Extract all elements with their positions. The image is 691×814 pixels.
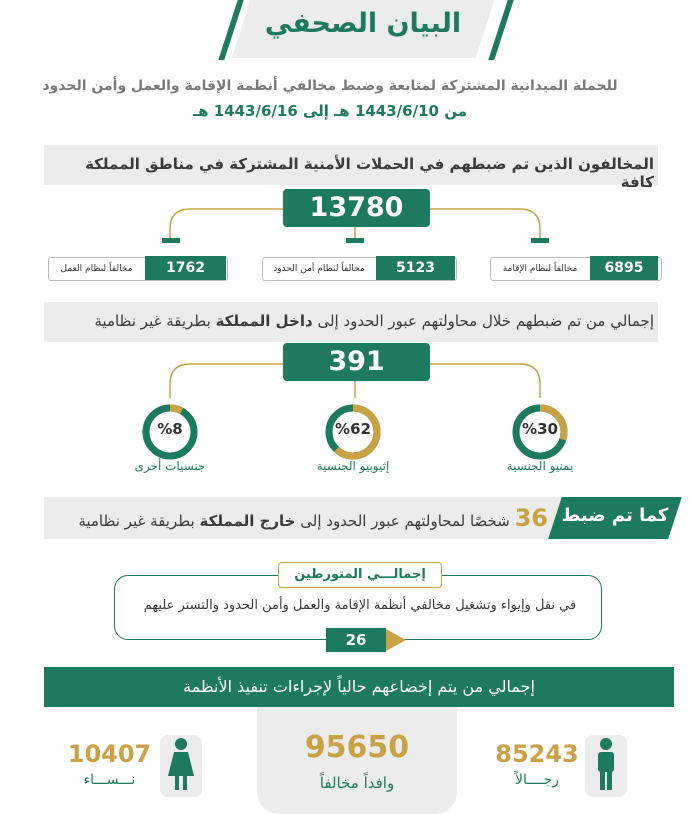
section2-heading-bold: داخل المملكة [215,312,313,330]
total-label: وافداً مخالفاً [319,774,395,792]
section1-total: 13780 [283,189,430,227]
section3-number: 36 [514,504,548,532]
section5-heading: إجمالي من يتم إخضاعهم حالياً لإجراءات تنفيذ الأنظمة [183,677,535,696]
donut-yemen-percent: %30 [522,420,558,438]
section3-text-suffix: بطريقة غير نظامية [78,512,195,530]
section2-heading-suffix: بطريقة غير نظامية [94,312,211,330]
section1-heading: المخالفون الذين تم ضبطهم في الحملات الأمنية المشتركة في مناطق المملكة كافة [85,155,654,191]
section3-tag: كما تم ضبط [561,505,669,526]
section3-text-prefix: شخصًا لمحاولتهم عبور الحدود إلى [300,512,510,530]
donut-ethiopia-caption: إثيوبيو الجنسية [316,459,390,473]
subtitle-line2: من 1443/6/10 هـ إلى 1443/6/16 هـ [193,102,467,120]
women-value: 10407 [67,740,152,768]
donut-yemen-caption: يمنيو الجنسية [506,459,574,473]
section4-text: في نقل وإيواء وتشغيل مخالفي أنظمة الإقامة والعمل وأمن الحدود والتستر عليهم [143,598,577,613]
men-label: رجــــالاً [514,772,560,788]
section4-number: 26 [326,628,386,652]
section2-total: 391 [283,343,430,381]
donut-ethiopia-percent: %62 [335,420,371,438]
section2-heading-prefix: إجمالي من تم ضبطهم خلال محاولتهم عبور الحدود إلى [317,312,654,330]
total-value: 95650 [304,730,410,765]
item-residency-value: 6895 [590,256,658,280]
item-border-label: مخالفاً لنظام أمن الحدود [273,264,365,274]
item-residency-label: مخالفاً لنظام الإقامة [502,264,578,274]
men-value: 85243 [495,740,579,768]
women-label: نـــســـاء [83,772,136,788]
item-labor-value: 1762 [145,256,226,280]
page-title: البيان الصحفي [264,8,462,39]
section4-tag: إجمالـــي المتورطين [278,562,442,588]
subtitle-line1: للحملة الميدانية المشتركة لمتابعة وضبط مخالفي أنظمة الإقامة والعمل وأمن الحدود [42,78,618,94]
donut-other-percent: %8 [157,420,183,438]
section3-text-bold: خارج المملكة [199,512,296,530]
donut-other-caption: جنسيات أخرى [134,459,206,473]
item-border-value: 5123 [376,256,455,280]
item-labor-label: مخالفاً لنظام العمل [60,264,133,274]
